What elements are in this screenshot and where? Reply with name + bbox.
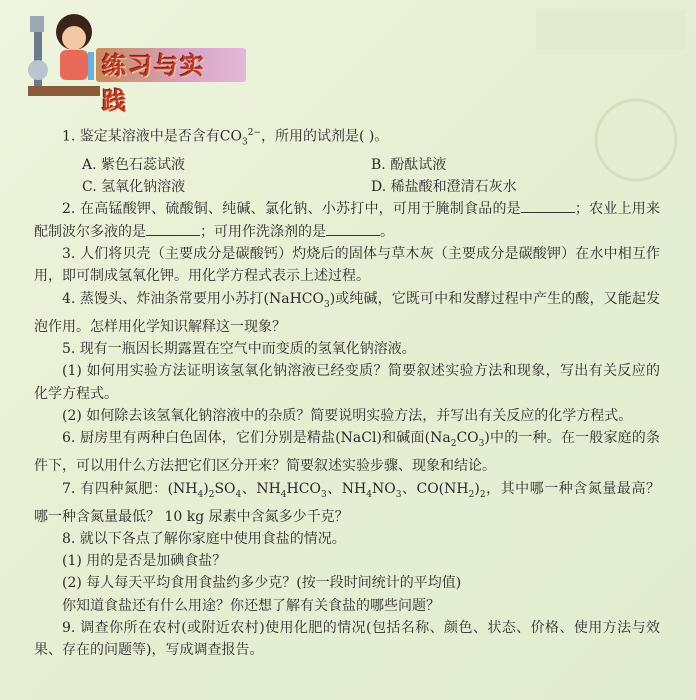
q4-sub: 3 bbox=[323, 299, 330, 310]
q7-j: ，其中哪一种含氮量最高？哪一种含氮量最低？ 10 kg 尿素中含氮多少千克？ bbox=[34, 480, 660, 525]
q6-sub1: 2 bbox=[450, 438, 457, 449]
q1-option-c: C. 氢氧化钠溶液 bbox=[82, 179, 186, 196]
answer-blank[interactable] bbox=[146, 221, 200, 236]
question-8-part-3: 你知道食盐还有什么用途？你还想了解有关食盐的哪些问题？ bbox=[62, 597, 440, 614]
question-5-part-2: (2) 如何除去该氢氧化钠溶液中的杂质？简要说明实验方法，并写出有关反应的化学方程式。 bbox=[62, 407, 633, 424]
q6-sub2: 3 bbox=[478, 438, 485, 449]
question-6 bbox=[34, 427, 660, 477]
q1-stem: 1. 鉴定某溶液中是否含有CO bbox=[62, 128, 242, 145]
q1-tail: ，所用的试剂是( )。 bbox=[261, 128, 389, 145]
q2-part4: 。 bbox=[380, 223, 394, 240]
answer-blank[interactable] bbox=[521, 198, 575, 213]
question-4 bbox=[34, 288, 660, 338]
q7-e: HCO bbox=[286, 480, 321, 497]
q1-option-d: D. 稀盐酸和澄清石灰水 bbox=[371, 179, 517, 196]
q7-h: 、CO(NH bbox=[401, 480, 469, 497]
q7-c: SO bbox=[214, 480, 236, 497]
q7-b: ) bbox=[203, 480, 209, 497]
q1-sup: 2− bbox=[247, 128, 262, 138]
question-2 bbox=[34, 198, 660, 243]
question-8-part-1: (1) 用的是否是加碘食盐？ bbox=[62, 553, 227, 570]
q2-part3: ；可用作洗涤剂的是 bbox=[200, 223, 326, 240]
q7-s2: 2 bbox=[208, 489, 215, 500]
section-title: 练习与实践 bbox=[102, 52, 206, 115]
q7-i: ) bbox=[474, 480, 480, 497]
q4-a: 4. 蒸馒头、炸油条常要用小苏打(NaHCO bbox=[62, 290, 324, 307]
q7-f: 、NH bbox=[326, 480, 367, 497]
q1-sub: 3 bbox=[242, 137, 248, 148]
q7-d: 、NH bbox=[241, 480, 281, 497]
q2-part2: ；农业上用来配制波尔多液的是 bbox=[34, 201, 660, 240]
q7-s4: 4 bbox=[280, 489, 287, 500]
q7-s5: 3 bbox=[320, 489, 327, 500]
q1-option-a: A. 紫色石蕊试液 bbox=[82, 156, 186, 173]
question-3: 3. 人们将贝壳（主要成分是碳酸钙）灼烧后的固体与草木灰（主要成分是碳酸钾）在水中相互作用，即可制成氢氧化钾。用化学方程式表示上述过程。 bbox=[34, 245, 660, 285]
q6-a: 6. 厨房里有两种白色固体，它们分别是精盐(NaCl)和碱面(Na bbox=[62, 430, 451, 447]
question-5-part-1: (1) 如何用实验方法证明该氢氧化钠溶液已经变质？简要叙述实验方法和现象，写出有关反应的化学方程式。 bbox=[34, 363, 660, 402]
question-7 bbox=[34, 478, 660, 528]
q7-s7: 3 bbox=[395, 489, 402, 500]
q2-part1: 2. 在高锰酸钾、硫酸铜、纯碱、氯化钠、小苏打中，可用于腌制食品的是 bbox=[62, 201, 521, 218]
q1-options bbox=[34, 154, 660, 199]
question-8-part-2: (2) 每人每天平均食用食盐约多少克？(按一段时间统计的平均值) bbox=[62, 575, 462, 592]
q7-s1: 4 bbox=[197, 489, 204, 500]
q6-c: )中的一种。在一般家庭的条件下，可以用什么方法把它们区分开来？简要叙述实验步骤、现象和结论。 bbox=[34, 430, 660, 475]
exercise-list bbox=[34, 122, 660, 662]
q7-g: NO bbox=[371, 480, 396, 497]
q1-option-b: B. 酚酞试液 bbox=[371, 156, 447, 173]
question-1 bbox=[34, 122, 660, 154]
q6-b: CO bbox=[456, 430, 479, 447]
q4-b: )或纯碱，它既可中和发酵过程中产生的酸，又能起发泡作用。怎样用化学知识解释这一现象？ bbox=[34, 290, 660, 335]
question-5: 5. 现有一瓶因长期露置在空气中而变质的氢氧化钠溶液。 bbox=[62, 340, 416, 357]
q7-s9: 2 bbox=[479, 489, 486, 500]
question-8: 8. 就以下各点了解你家庭中使用食盐的情况。 bbox=[62, 530, 346, 547]
q7-s6: 4 bbox=[366, 489, 372, 500]
student-microscope-icon bbox=[26, 8, 106, 100]
question-9: 9. 调查你所在农村(或附近农村)使用化肥的情况(包括名称、颜色、状态、价格、使用方法与效果、存在的问题等)，写成调查报告。 bbox=[34, 620, 660, 659]
q7-s8: 2 bbox=[468, 489, 475, 500]
answer-blank[interactable] bbox=[326, 221, 380, 236]
q7-a: 7. 有四种氮肥：(NH bbox=[62, 480, 198, 497]
section-header bbox=[26, 8, 226, 115]
q7-s3: 4 bbox=[235, 489, 242, 500]
